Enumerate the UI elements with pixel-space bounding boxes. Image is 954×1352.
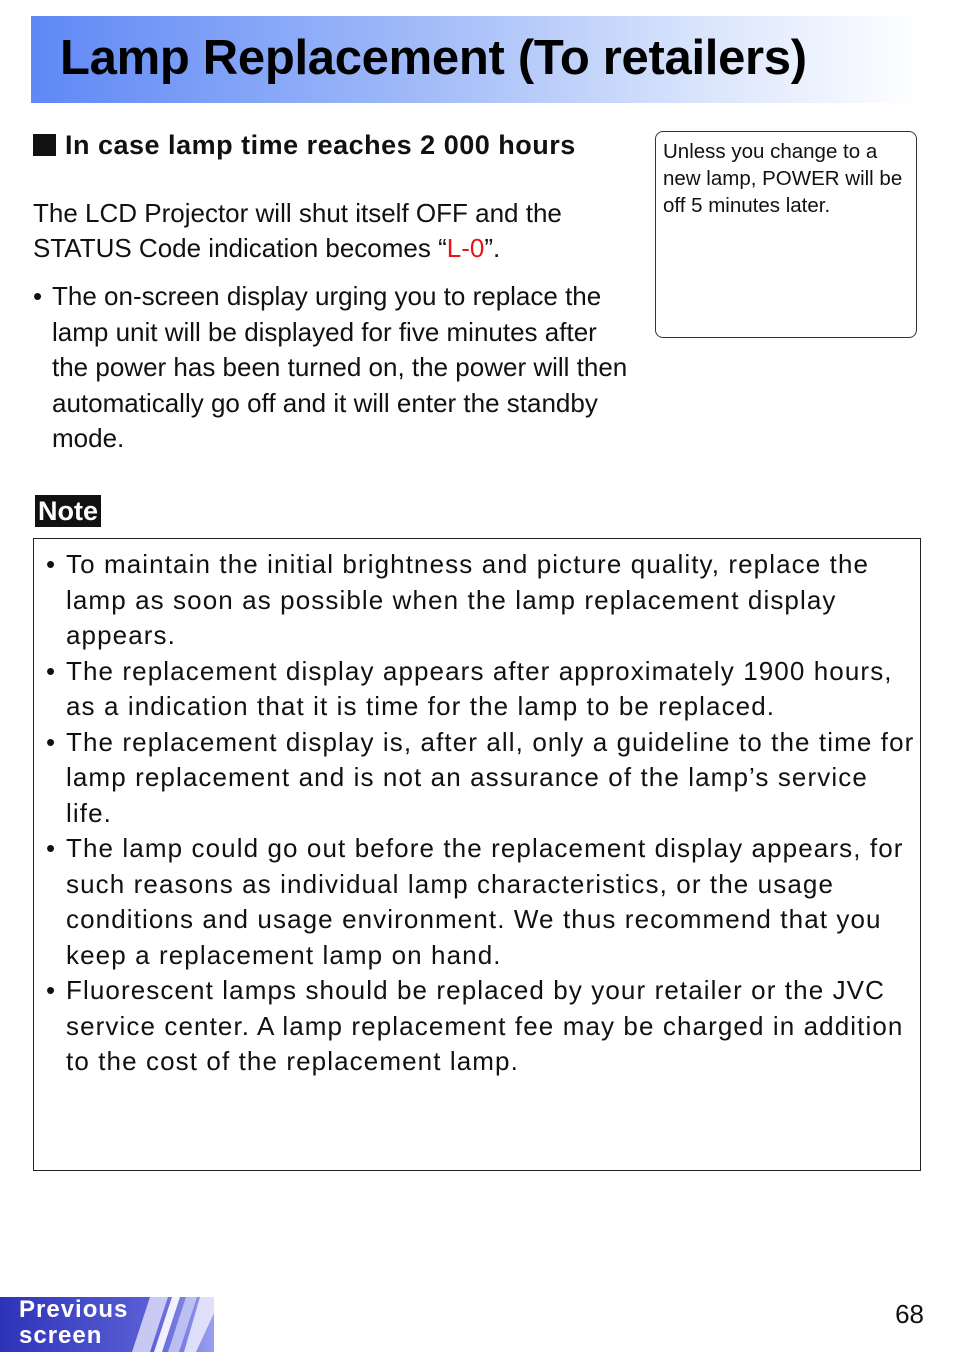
square-bullet-icon — [33, 134, 56, 156]
callout-text: Unless you change to a new lamp, POWER will be off 5 minutes later. — [663, 140, 903, 217]
list-item: • Fluorescent lamps should be replaced by your retailer or the JVC service center. A lamp replacement fee may be charged in addition to the cost of the replacement lamp. — [46, 973, 916, 1080]
intro-text-end: ”. — [484, 233, 501, 263]
list-item: • To maintain the initial brightness and picture quality, replace the lamp as soon as possible when the lamp replacement display appears. — [46, 547, 916, 654]
previous-screen-button[interactable] — [0, 1297, 214, 1352]
note-box — [33, 538, 921, 1171]
title-banner — [31, 16, 922, 103]
intro-paragraph — [33, 196, 633, 266]
status-code: L-0 — [446, 233, 485, 263]
intro-text: The LCD Projector will shut itself OFF and the STATUS Code indication becomes “ — [33, 198, 562, 263]
section-heading — [33, 128, 593, 162]
note-label: Note — [35, 495, 101, 527]
list-item: • The replacement display appears after approximately 1900 hours, as a indication that it is time for the lamp to be replaced. — [46, 654, 916, 725]
list-item: • The replacement display is, after all, only a guideline to the time for lamp replacement and is not an assurance of the lamp’s service life. — [46, 725, 916, 832]
page-number: 68 — [895, 1299, 924, 1329]
note-list — [46, 547, 916, 1080]
list-item: • The on-screen display urging you to replace the lamp unit will be displayed for five minutes after the power has been turned on, the power will then automatically go off and it will enter the standby mode. — [33, 279, 633, 457]
callout-box — [655, 131, 917, 338]
page-title: Lamp Replacement (To retailers) — [60, 31, 807, 85]
previous-button-label: Previous screen — [19, 1297, 129, 1349]
section-bullet-list — [33, 279, 633, 457]
section-heading-text: In case lamp time reaches 2 000 hours — [65, 130, 576, 160]
list-item: • The lamp could go out before the replacement display appears, for such reasons as individual lamp characteristics, or the usage conditions and usage environment. We thus recommend that you keep a replacement lamp on hand. — [46, 831, 916, 973]
